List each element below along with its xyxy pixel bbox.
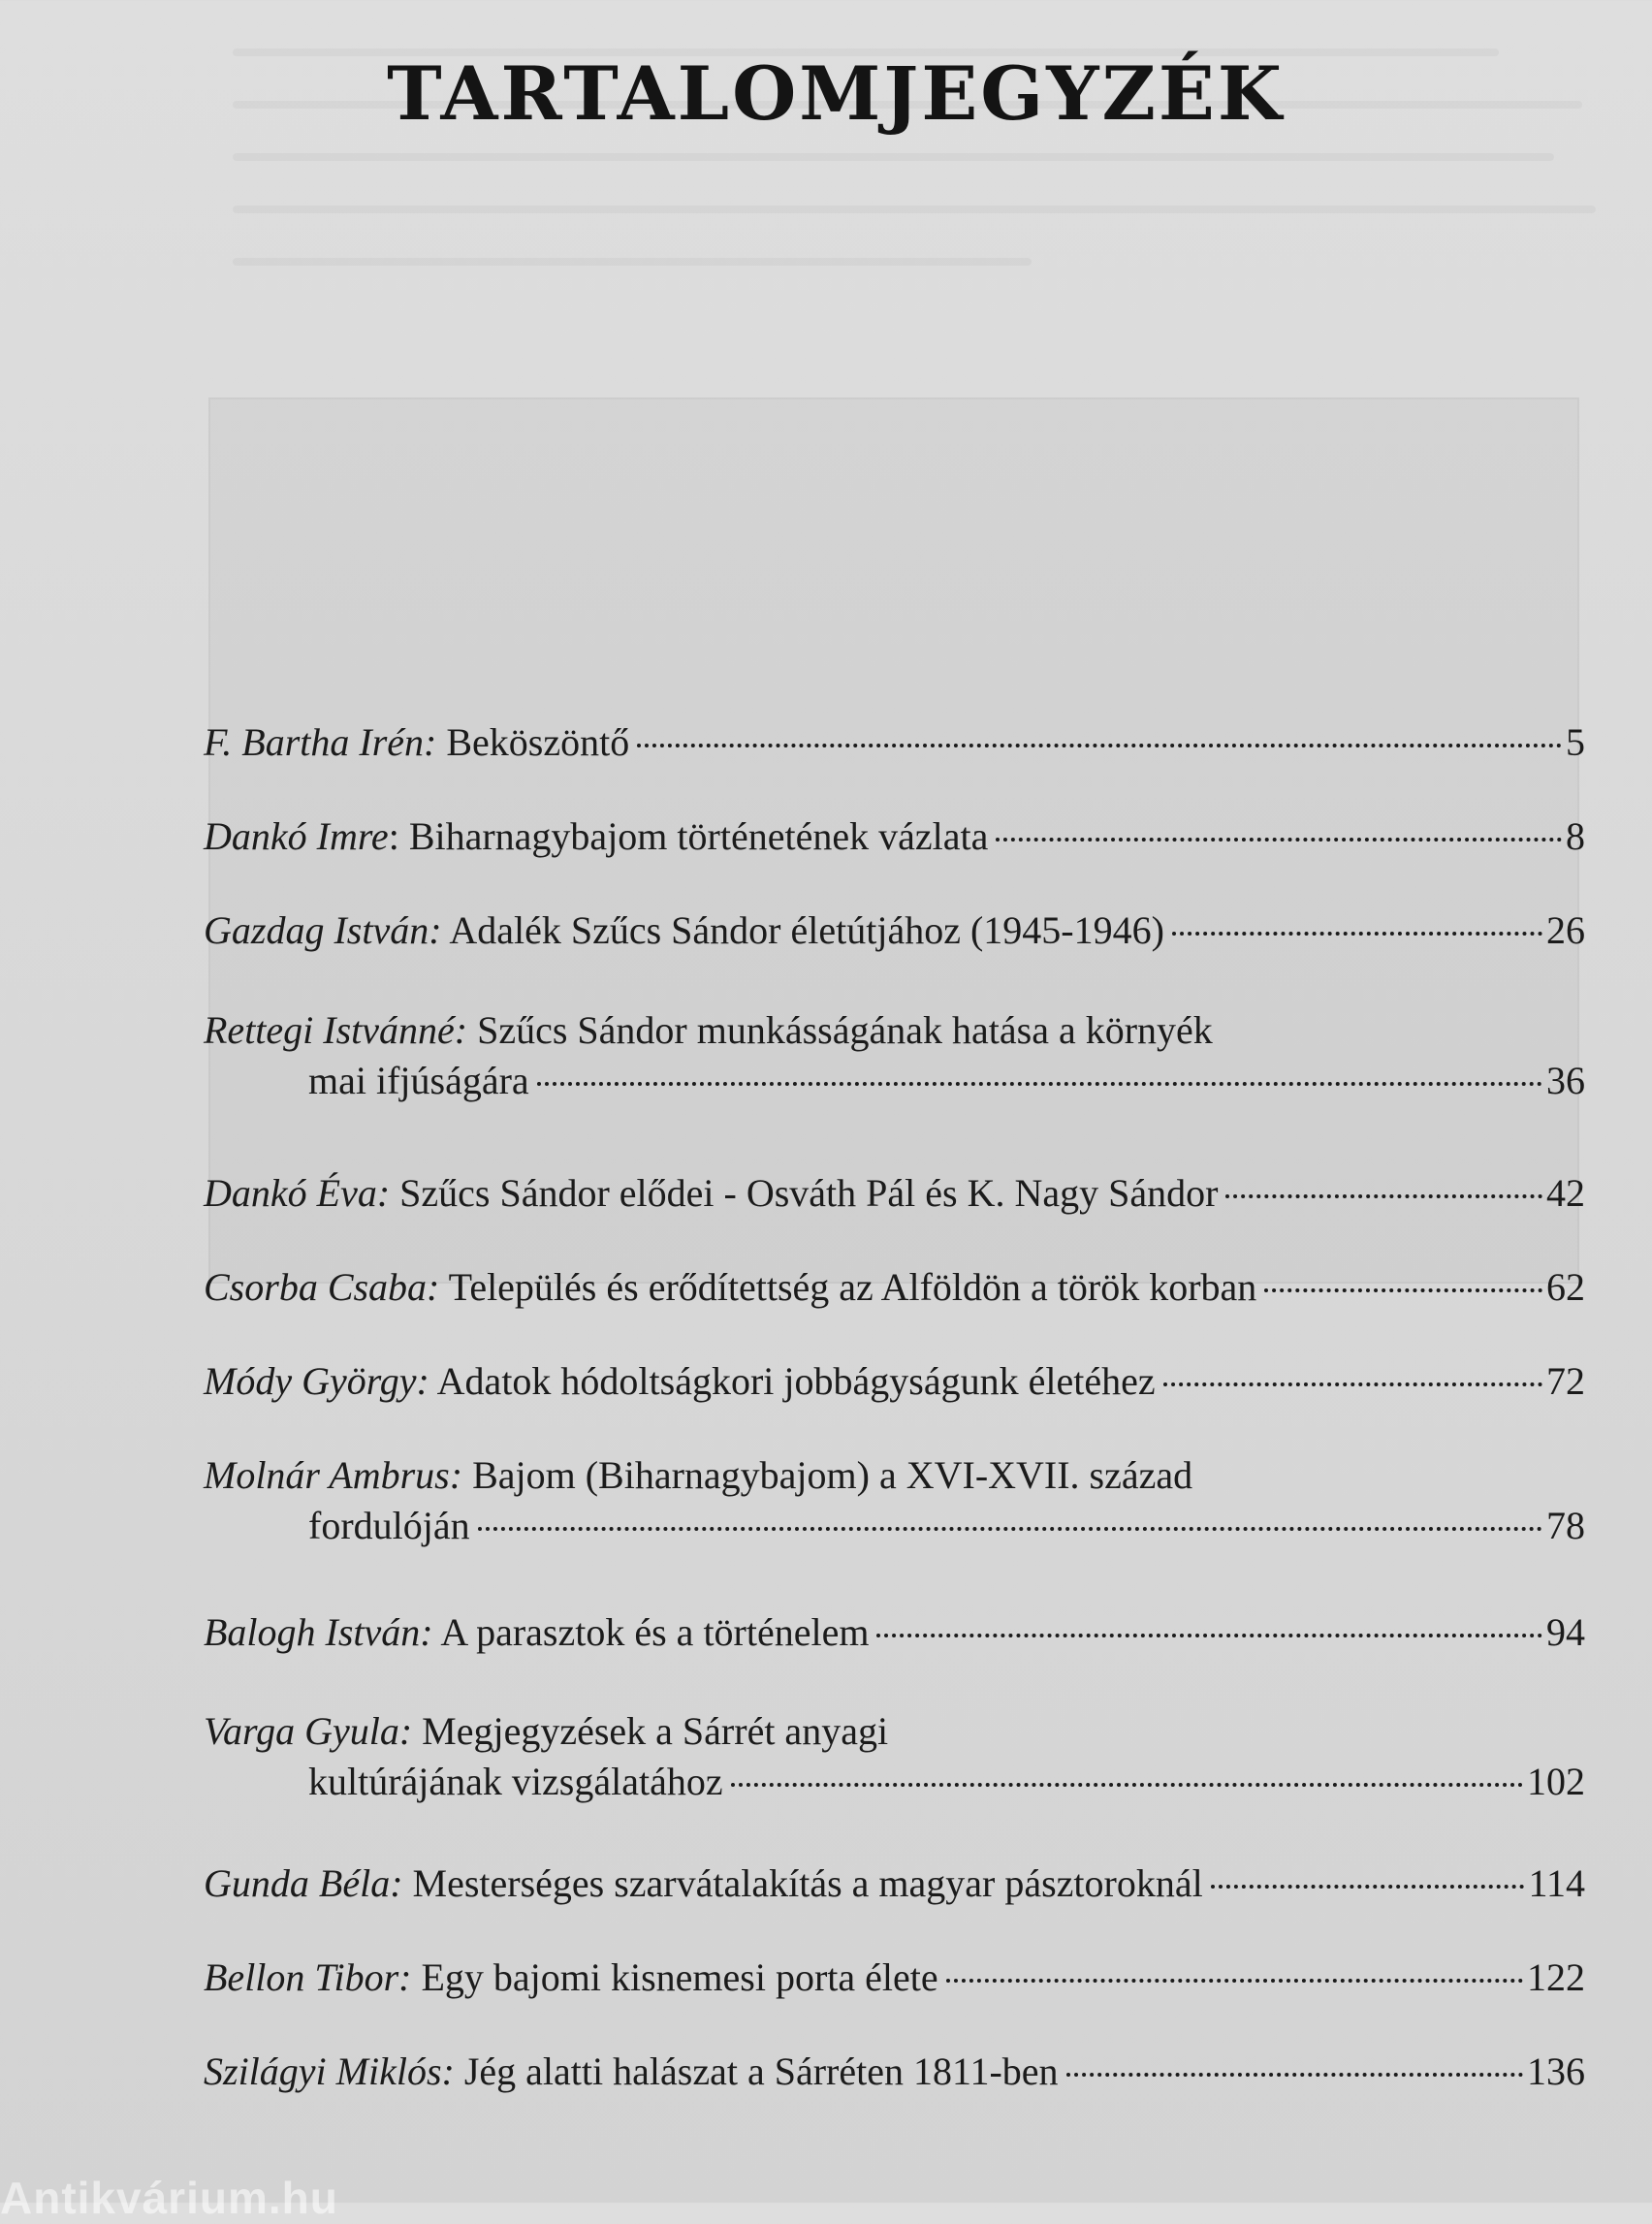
entry-page: 36 [1546,1059,1585,1102]
entry-author: Gunda Béla: [204,1861,403,1905]
entry-title: Bajom (Biharnagybajom) a XVI-XVII. század [472,1453,1193,1497]
entry-author-sep: : [388,814,399,858]
entry-title: Egy bajomi kisnemesi porta élete [421,1955,938,1999]
entry-page: 72 [1546,1359,1585,1403]
entry-title-continued: kultúrájának vizsgálatához [308,1760,723,1803]
dot-leader [1225,1194,1542,1198]
entry-author: Varga Gyula: [204,1709,413,1753]
toc-entry [204,1450,1585,1551]
entry-title: Beköszöntő [446,720,630,764]
entry-page: 122 [1527,1955,1585,1999]
entry-title: Biharnagybajom történetének vázlata [408,814,989,858]
entry-title: Mesterséges szarvátalakítás a magyar pásztoroknál [412,1861,1203,1905]
entry-author: Balogh István: [204,1610,433,1654]
toc-entry [204,1953,1585,2003]
dot-leader [1211,1885,1525,1889]
entry-title: Megjegyzések a Sárrét anyagi [422,1709,889,1753]
entry-author: Rettegi Istvánné: [204,1008,468,1052]
entry-author: Szilágyi Miklós: [204,2049,455,2093]
toc-entry [204,1168,1585,1219]
entry-title: Település és erődítettség az Alföldön a török korban [448,1265,1257,1309]
entry-page: 102 [1527,1760,1585,1803]
entry-title: Adatok hódoltságkori jobbágyságunk életéhez [436,1359,1156,1403]
watermark: Antikvárium.hu [0,2173,338,2223]
dot-leader [637,744,1562,747]
entry-author: Bellon Tibor: [204,1955,412,1999]
toc-entry [204,1859,1585,1909]
dot-leader [731,1783,1523,1787]
entry-author: Molnár Ambrus: [204,1453,463,1497]
dot-leader [478,1527,1542,1531]
dot-leader [876,1634,1542,1637]
toc-entry [204,811,1585,862]
entry-title-continued: mai ifjúságára [308,1059,529,1102]
dot-leader [996,838,1562,842]
entry-author: F. Bartha Irén: [204,720,437,764]
dot-leader [1172,932,1542,936]
entry-title: Jég alatti halászat a Sárréten 1811-ben [463,2049,1059,2093]
toc-entry [204,1262,1585,1313]
toc-entry [204,717,1585,768]
entry-author: Gazdag István: [204,908,442,952]
entry-page: 114 [1528,1861,1585,1905]
dot-leader [1163,1382,1542,1386]
entry-author: Dankó Éva: [204,1171,391,1215]
entry-page: 8 [1566,814,1585,858]
toc-entry [204,1607,1585,1658]
entry-page: 26 [1546,908,1585,952]
entry-page: 78 [1546,1504,1585,1547]
toc-entry [204,1005,1585,1106]
dot-leader [1066,2073,1523,2077]
toc-entry [204,1356,1585,1407]
page-title: TARTALOMJEGYZÉK [387,50,1285,137]
entry-author: Dankó Imre [204,814,389,858]
toc-entry [204,905,1585,956]
toc-entry [204,1706,1585,1807]
entry-title: Szűcs Sándor elődei - Osváth Pál és K. Nagy Sándor [399,1171,1219,1215]
dot-leader [946,1979,1523,1983]
entry-author: Csorba Csaba: [204,1265,440,1309]
entry-author: Módy György: [204,1359,429,1403]
entry-page: 5 [1566,720,1585,764]
entry-title: A parasztok és a történelem [440,1610,870,1654]
entry-page: 62 [1546,1265,1585,1309]
entry-title-continued: fordulóján [308,1504,470,1547]
entry-title: Szűcs Sándor munkásságának hatása a környék [477,1008,1213,1052]
entry-page: 136 [1527,2049,1585,2093]
entry-page: 42 [1546,1171,1585,1215]
entry-page: 94 [1546,1610,1585,1654]
entry-title: Adalék Szűcs Sándor életútjához (1945-1946) [449,908,1164,952]
dot-leader [537,1082,1542,1086]
dot-leader [1264,1288,1542,1292]
toc-entry [204,2047,1585,2097]
